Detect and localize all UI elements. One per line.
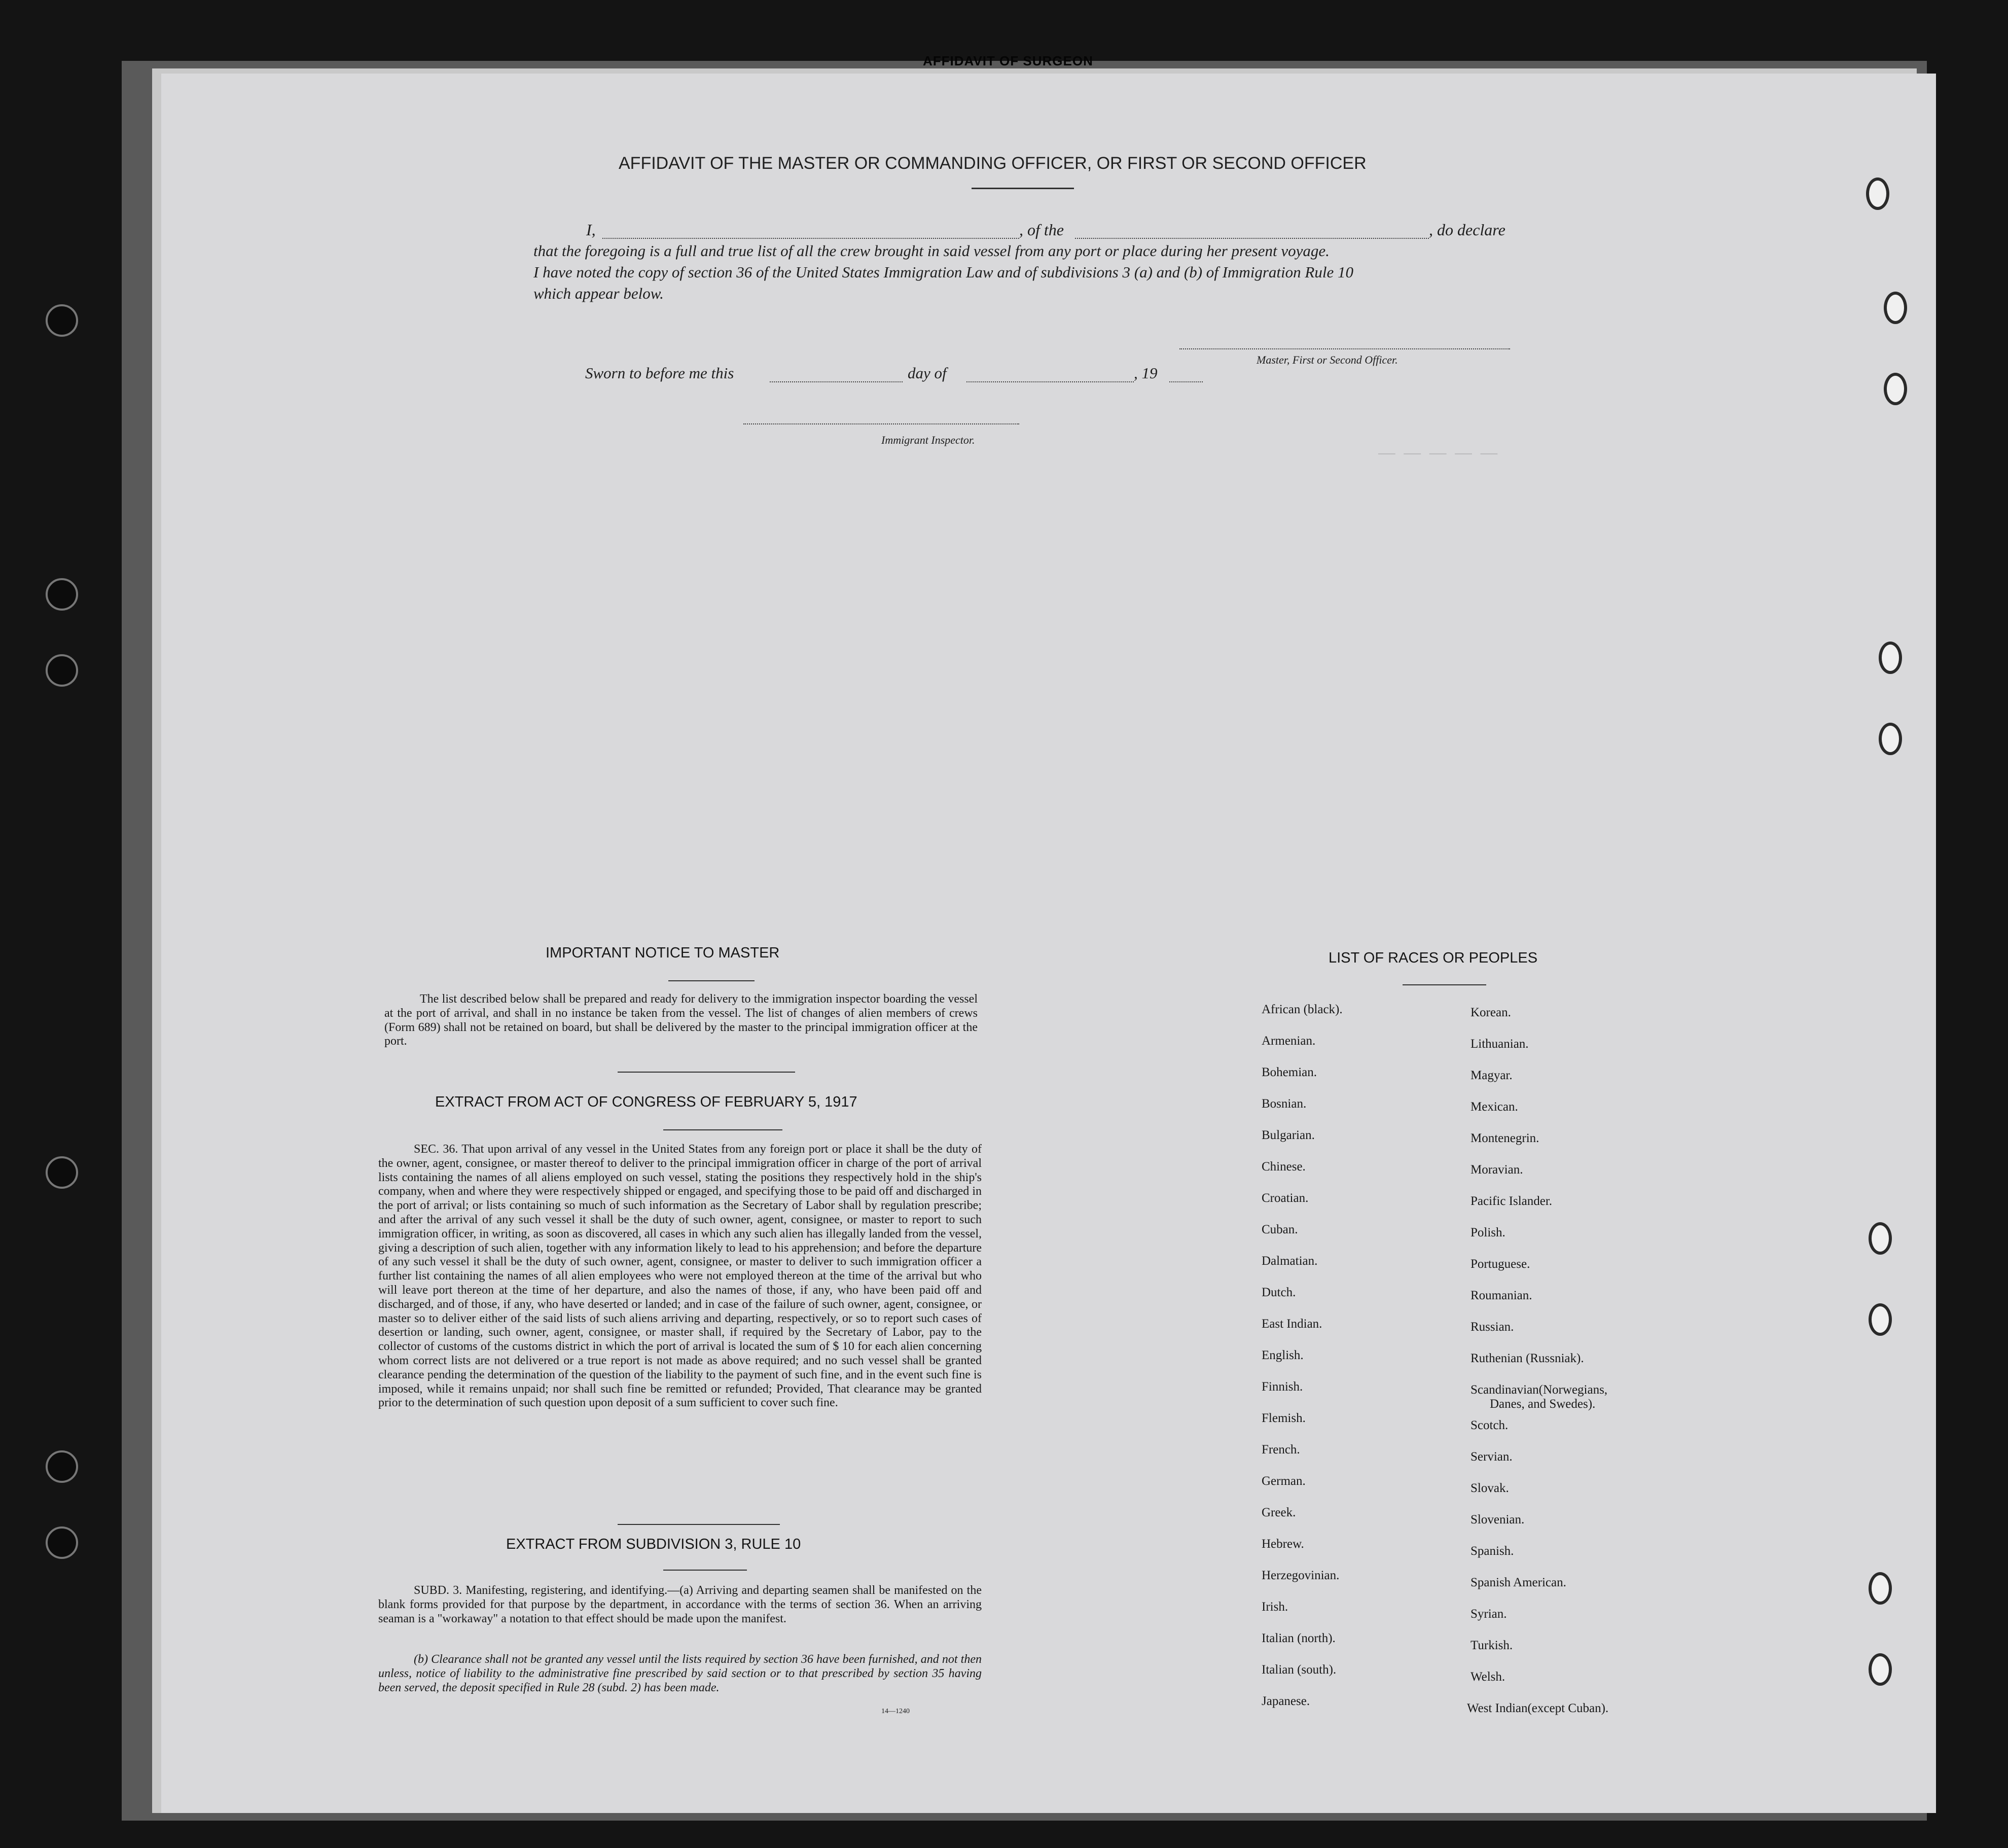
race-item: Turkish. <box>1471 1639 1513 1652</box>
binder-hole-icon <box>46 304 78 337</box>
binder-hole-icon <box>1884 292 1907 324</box>
race-item: Scotch. <box>1471 1418 1509 1432</box>
race-item: Italian (north). <box>1262 1631 1336 1645</box>
race-item: Bosnian. <box>1262 1097 1307 1111</box>
officer-signature-label: Master, First or Second Officer. <box>1257 353 1398 366</box>
inspector-label: Immigrant Inspector. <box>881 434 975 446</box>
race-item: German. <box>1262 1474 1306 1488</box>
notice-text: The list described below shall be prepared and ready for delivery to the immigration inspector boarding the vessel at the port of arrival, and shall in no instance be taken from the vessel. The list of changes of alien members of crews (Form 689) shall not be retained on board, but shall be delivered by the master to the principal immigration officer at the port. <box>384 992 978 1048</box>
affidavit-title: AFFIDAVIT OF THE MASTER OR COMMANDING OFFICER, OR FIRST OR SECOND OFFICER <box>619 154 1367 173</box>
race-item: Italian (south). <box>1262 1663 1337 1677</box>
race-item: Spanish American. <box>1471 1576 1566 1589</box>
sworn-text: Sworn to before me this <box>585 364 734 382</box>
affidavit-declare: , do declare <box>1429 221 1505 239</box>
race-item: West Indian(except Cuban). <box>1467 1701 1609 1715</box>
affidavit-of-the: , of the <box>1019 221 1064 239</box>
race-item: Danes, and Swedes). <box>1490 1397 1596 1411</box>
race-item: Mexican. <box>1471 1100 1518 1114</box>
day-of-text: day of <box>908 364 947 382</box>
binder-hole-icon <box>46 1156 78 1189</box>
bleed-through-text: —— —— —— —— —— <box>1378 446 1498 462</box>
notice-title: IMPORTANT NOTICE TO MASTER <box>546 945 780 961</box>
race-item: French. <box>1262 1443 1300 1456</box>
races-title: LIST OF RACES OR PEOPLES <box>1329 950 1538 966</box>
extract-act-divider <box>618 1524 780 1525</box>
race-item: Roumanian. <box>1471 1289 1532 1302</box>
top-label: AFFIDAVIT OF SURGEON <box>923 53 1093 68</box>
binder-hole-icon <box>46 1450 78 1483</box>
race-item: Bulgarian. <box>1262 1128 1315 1142</box>
race-item: Chinese. <box>1262 1160 1306 1174</box>
name-field[interactable] <box>602 237 1019 239</box>
race-item: Dalmatian. <box>1262 1254 1318 1268</box>
binder-hole-icon <box>1879 642 1902 674</box>
race-item: Spanish. <box>1471 1544 1514 1558</box>
binder-hole-icon <box>46 1526 78 1559</box>
extract-rule-para-b: (b) Clearance shall not be granted any vessel until the lists required by section 36 have been furnished, and not then unless, notice of liability to the administrative fine prescribed by said section or to that prescribed by section 35 having been served, the deposit specified in Rule 28 (subd. 2) has been made. <box>378 1653 982 1694</box>
race-item: Montenegrin. <box>1471 1131 1539 1145</box>
extract-act-title: EXTRACT FROM ACT OF CONGRESS OF FEBRUARY 5, 1917 <box>435 1094 857 1110</box>
officer-signature-field[interactable] <box>1179 347 1510 349</box>
race-item: Russian. <box>1471 1320 1514 1334</box>
race-item: Armenian. <box>1262 1034 1316 1048</box>
extract-act-rule <box>663 1129 782 1130</box>
affidavit-line3: I have noted the copy of section 36 of the United States Immigration Law and of subdivisions 3 (a) and (b) of Immigration Rule 10 <box>533 263 1353 281</box>
race-item: Herzegovinian. <box>1262 1569 1340 1582</box>
race-item: Portuguese. <box>1471 1257 1530 1271</box>
race-item: African (black). <box>1262 1003 1343 1016</box>
binder-hole-icon <box>1884 373 1907 405</box>
affidavit-line4: which appear below. <box>533 285 664 302</box>
extract-rule-para-a: SUBD. 3. Manifesting, registering, and identifying.—(a) Arriving and departing seamen shall be manifested on the blank forms provided for that purpose by the department, in accordance with the terms of section 36. When an arriving seaman is a "workaway" a notation to that effect should be made upon the manifest. <box>378 1584 982 1625</box>
race-item: Croatian. <box>1262 1191 1309 1205</box>
document-page <box>161 74 1936 1813</box>
race-item: Slovenian. <box>1471 1513 1525 1526</box>
race-item: Moravian. <box>1471 1163 1523 1177</box>
race-item: Dutch. <box>1262 1286 1296 1299</box>
race-item: Ruthenian (Russniak). <box>1471 1352 1584 1365</box>
race-item: Flemish. <box>1262 1411 1306 1425</box>
binder-hole-icon <box>46 654 78 687</box>
race-item: Korean. <box>1471 1006 1511 1019</box>
race-item: Servian. <box>1471 1450 1513 1464</box>
race-item: Magyar. <box>1471 1069 1513 1082</box>
race-item: Hebrew. <box>1262 1537 1304 1551</box>
race-item: Polish. <box>1471 1226 1505 1239</box>
vessel-field[interactable] <box>1075 237 1429 239</box>
affidavit-i: I, <box>586 221 596 239</box>
affidavit-line2: that the foregoing is a full and true list of all the crew brought in said vessel from any port or place during her present voyage. <box>533 242 1330 260</box>
races-rule <box>1403 984 1486 985</box>
binder-hole-icon <box>1866 177 1889 210</box>
race-item: Welsh. <box>1471 1670 1505 1684</box>
year-text: , 19 <box>1134 364 1158 382</box>
binder-hole-icon <box>46 578 78 611</box>
race-item: Lithuanian. <box>1471 1037 1529 1051</box>
race-item: English. <box>1262 1348 1304 1362</box>
binder-hole-icon <box>1869 1572 1892 1605</box>
race-item: Japanese. <box>1262 1694 1310 1708</box>
race-item: Irish. <box>1262 1600 1288 1614</box>
race-item: Greek. <box>1262 1506 1296 1519</box>
sworn-month-field[interactable] <box>966 380 1134 382</box>
notice-rule <box>668 980 755 981</box>
race-item: Pacific Islander. <box>1471 1194 1553 1208</box>
race-item: Scandinavian(Norwegians, <box>1471 1383 1608 1397</box>
sworn-year-field[interactable] <box>1169 380 1203 382</box>
title-rule <box>972 188 1074 189</box>
race-item: Finnish. <box>1262 1380 1303 1394</box>
form-code: 14—1240 <box>881 1708 910 1715</box>
binder-hole-icon <box>1869 1653 1892 1686</box>
race-item: Syrian. <box>1471 1607 1507 1621</box>
inspector-signature-field[interactable] <box>743 422 1019 424</box>
extract-rule-rule <box>663 1570 747 1571</box>
race-item: East Indian. <box>1262 1317 1322 1331</box>
extract-rule-title: EXTRACT FROM SUBDIVISION 3, RULE 10 <box>506 1536 801 1552</box>
sworn-day-field[interactable] <box>770 380 903 382</box>
notice-divider <box>618 1072 795 1073</box>
race-item: Bohemian. <box>1262 1065 1317 1079</box>
race-item: Cuban. <box>1262 1223 1298 1236</box>
binder-hole-icon <box>1879 723 1902 755</box>
extract-act-text: SEC. 36. That upon arrival of any vessel in the United States from any foreign port or place it shall be the duty of the owner, agent, consignee, or master thereof to deliver to the principal immigration officer in charge of the port of arrival lists containing the names of all aliens employed on such vessel, stating the positions they respectively hold in the ship's company, when and where they were respectively shipped or engaged, and specifying those to be paid off and discharged in the port of arrival; or lists containing so much of such information as the Secretary of Labor shall by regulation prescribe; and after the arrival of any such vessel it shall be the duty of such owner, agent, consignee, or master to report to such immigration officer, in writing, as soon as discovered, all cases in which any such alien has illegally landed from the vessel, giving a description of such alien, together with any information likely to lead to his apprehension; and before the departure of any such vessel it shall be the duty of such owner, agent, consignee, or master to deliver to such immigration officer a further list containing the names of all alien employees who were not employed thereon at the time of the arrival but who will leave port thereon at the time of her departure, and also the names of those, if any, who have been paid off and discharged, and of those, if any, who have deserted or landed; and in case of the failure of such owner, agent, consignee, or master so to deliver either of the said lists of such aliens arriving and departing, respectively, or so to report such cases of desertion or landing, such owner, agent, consignee, or master shall, if required by the Secretary of Labor, pay to the collector of customs of the customs district in which the port of arrival is located the sum of $ 10 for each alien concerning whom correct lists are not delivered or a true report is not made as above required; and no such vessel shall be granted clearance pending the determination of the question of the liability to the payment of such fine, and in the event such fine is imposed, while it remains unpaid; nor shall such fine be remitted or refunded; Provided, That clearance may be granted prior to the determination of such question upon deposit of a sum sufficient to cover such fine. <box>378 1143 982 1410</box>
binder-hole-icon <box>1869 1303 1892 1336</box>
binder-hole-icon <box>1869 1222 1892 1255</box>
race-item: Slovak. <box>1471 1481 1509 1495</box>
